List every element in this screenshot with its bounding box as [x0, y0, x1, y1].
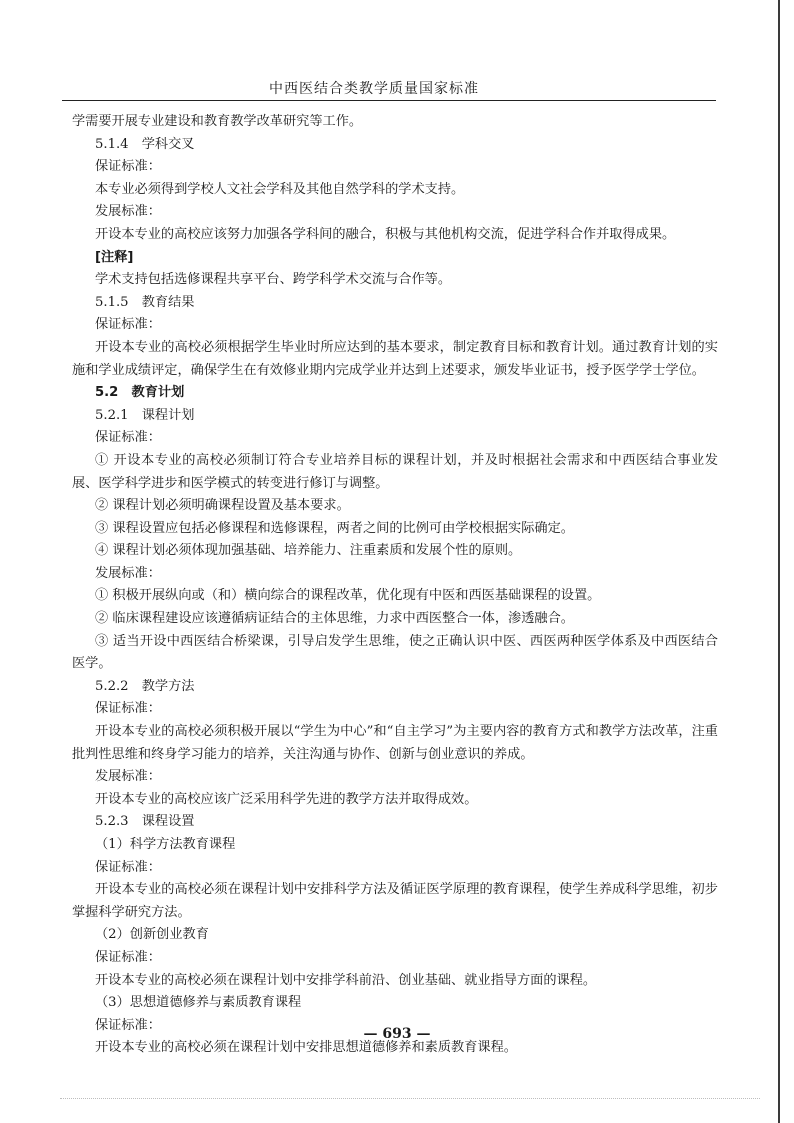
section-heading-5-1-5: 5.1.5 教育结果	[95, 294, 195, 310]
list-item: ② 课程计划必须明确课程设置及基本要求。	[95, 498, 350, 514]
paragraph: 开设本专业的高校必须在课程计划中安排学科前沿、创业基础、就业指导方面的课程。	[95, 972, 597, 988]
section-heading-5-1-4: 5.1.4 学科交叉	[95, 136, 195, 152]
section-heading-5-2-1: 5.2.1 课程计划	[95, 407, 195, 423]
label-guarantee-standard: 保证标准：	[95, 430, 161, 446]
list-item: ① 开设本专业的高校必须制订符合专业培养目标的课程计划，并及时根据社会需求和中西医结合事业发展、医学科学进步和医学模式的转变进行修订与调整。	[72, 452, 718, 491]
paragraph: 本专业必须得到学校人文社会学科及其他自然学科的学术支持。	[95, 181, 465, 197]
section-heading-5-2: 5.2 教育计划	[95, 385, 185, 401]
subsection-heading: （1）科学方法教育课程	[95, 837, 236, 852]
list-item: ③ 课程设置应包括必修课程和选修课程，两者之间的比例可由学校根据实际确定。	[95, 520, 574, 536]
paragraph-continuation: 学需要开展专业建设和教育教学改革研究等工作。	[72, 114, 363, 129]
scan-edge-line	[778, 0, 780, 1123]
label-guarantee-standard: 保证标准：	[95, 1017, 161, 1033]
page-number: — 693 —	[363, 1026, 431, 1042]
page-body	[72, 111, 718, 1060]
list-item: ② 临床课程建设应该遵循病证结合的主体思维，力求中西医整合一体，渗透融合。	[95, 611, 574, 627]
list-item: ④ 课程计划必须体现加强基础、培养能力、注重素质和发展个性的原则。	[95, 543, 522, 559]
subsection-heading: （3）思想道德修养与素质教育课程	[95, 995, 302, 1011]
note-label: [注释]	[95, 249, 134, 265]
label-guarantee-standard: 保证标准：	[95, 949, 161, 965]
scan-noise-line	[60, 1098, 760, 1099]
list-item: ③ 适当开设中西医结合桥梁课，引导启发学生思维，使之正确认识中医、西医两种医学体系及中西医结合医学。	[72, 633, 718, 672]
running-header: 中西医结合类教学质量国家标准	[269, 81, 479, 97]
subsection-heading: （2）创新创业教育	[95, 927, 209, 943]
label-guarantee-standard: 保证标准：	[95, 859, 161, 875]
label-development-standard: 发展标准：	[95, 204, 161, 220]
list-item: ① 积极开展纵向或（和）横向综合的课程改革，优化现有中医和西医基础课程的设置。	[95, 588, 601, 604]
paragraph: 开设本专业的高校应该努力加强各学科间的融合，积极与其他机构交流，促进学科合作并取得成果。	[95, 226, 676, 242]
paragraph: 开设本专业的高校必须根据学生毕业时所应达到的基本要求，制定教育目标和教育计划。通过教育计划的实施和学业成绩评定，确保学生在有效修业期内完成学业并达到上述要求，颁发毕业证书，授予医学学士学位。	[72, 339, 718, 378]
label-development-standard: 发展标准：	[95, 565, 161, 581]
label-guarantee-standard: 保证标准：	[95, 701, 161, 717]
paragraph: 开设本专业的高校应该广泛采用科学先进的教学方法并取得成效。	[95, 791, 478, 807]
paragraph: 开设本专业的高校必须积极开展以“学生为中心”和“自主学习”为主要内容的教育方式和教学方法改革，注重批判性思维和终身学习能力的培养，关注沟通与协作、创新与创业意识的养成。	[72, 724, 718, 762]
label-guarantee-standard: 保证标准：	[95, 317, 161, 333]
label-guarantee-standard: 保证标准：	[95, 159, 161, 175]
section-heading-5-2-2: 5.2.2 教学方法	[95, 678, 195, 694]
label-development-standard: 发展标准：	[95, 769, 161, 785]
paragraph: 开设本专业的高校必须在课程计划中安排科学方法及循证医学原理的教育课程，使学生养成科学思维，初步掌握科学研究方法。	[72, 882, 718, 920]
paragraph: 学术支持包括选修课程共享平台、跨学科学术交流与合作等。	[95, 272, 452, 288]
header-rule	[62, 100, 716, 101]
section-heading-5-2-3: 5.2.3 课程设置	[95, 814, 195, 830]
paragraph: 开设本专业的高校必须在课程计划中安排思想道德修养和素质教育课程。	[95, 1040, 517, 1056]
